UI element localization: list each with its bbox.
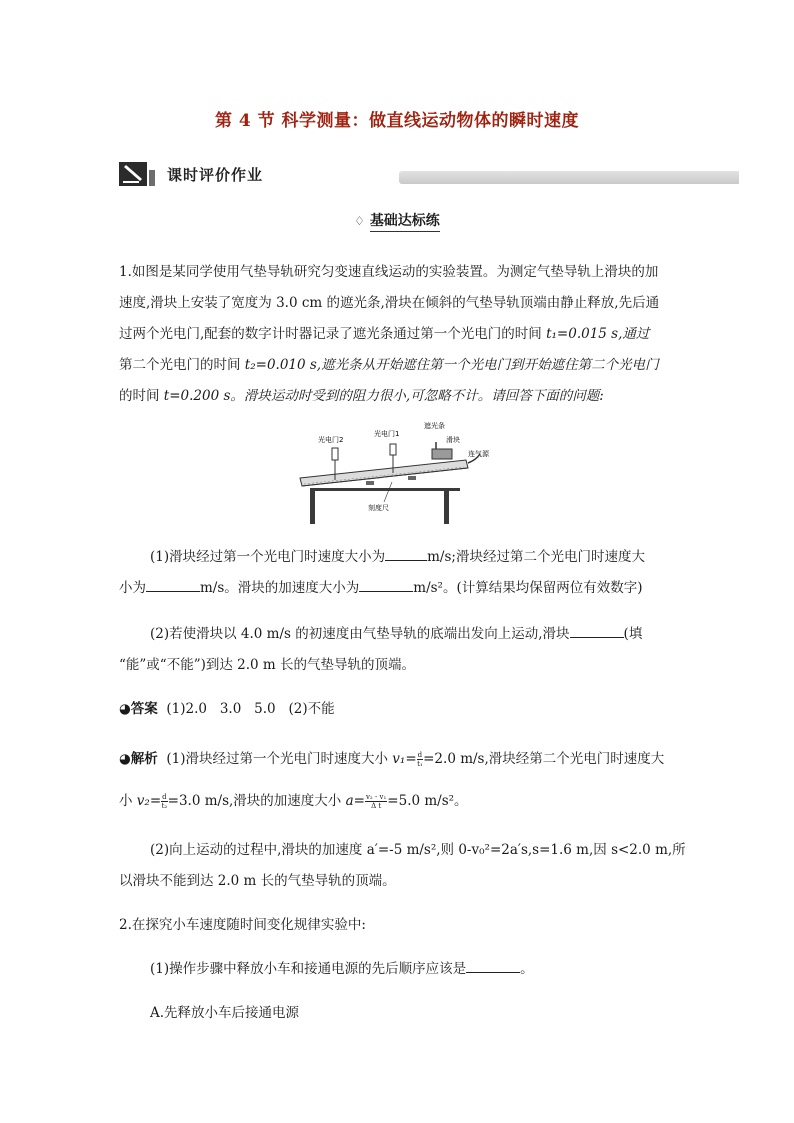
answer-blank-3[interactable]	[359, 579, 413, 592]
q2-part1	[150, 957, 534, 977]
q1-p1c: 小为	[119, 580, 146, 596]
fraction-d-t2-num: d	[162, 793, 167, 801]
q1-line-5	[119, 384, 604, 404]
q2-p1-end: 。	[520, 961, 534, 977]
analysis-v1: v₁=	[392, 751, 417, 767]
analysis-v2: v₂=	[136, 793, 162, 809]
q1-line-4b: t₂=0.010 s,遮光条从开始遮住第一个光电门到开始遮住第二个光电门	[244, 357, 659, 373]
answer-blank-2[interactable]	[146, 579, 200, 592]
answer-line	[119, 697, 335, 717]
q1-part1-line-2	[119, 576, 643, 596]
analysis-2b: =3.0 m/s,滑块的加速度大小	[167, 793, 346, 809]
diamond-icon: ♢	[354, 214, 365, 228]
analysis-1a: (1)滑块经过第一个光电门时速度大小	[157, 751, 393, 767]
q1-p1d: m/s。滑块的加速度大小为	[200, 580, 360, 596]
analysis-line-4: 以滑块不能到达 2.0 m 长的气垫导轨的顶端。	[119, 873, 396, 889]
analysis-1b: =2.0 m/s,滑块经第二个光电门时速度大	[423, 751, 665, 767]
analysis-2c: =5.0 m/s²。	[387, 793, 468, 809]
section-heading-text: 基础达标练	[370, 213, 440, 232]
q1-line-5b: t=0.200 s。滑块运动时受到的阻力很小,可忽略不计。请回答下面的问题:	[163, 388, 604, 404]
banner-bar	[399, 171, 739, 184]
q1-line-1: 1.如图是某同学使用气垫导轨研究匀变速直线运动的实验装置。为测定气垫导轨上滑块的加	[119, 264, 659, 280]
q2-p1: (1)操作步骤中释放小车和接通电源的先后顺序应该是	[150, 961, 467, 977]
analysis-line-2	[119, 789, 468, 810]
section-banner	[119, 162, 739, 188]
answer-text: (1)2.0 3.0 5.0 (2)不能	[157, 701, 335, 717]
q2-line-1: 2.在探究小车速度随时间变化规律实验中:	[119, 917, 366, 933]
q1-part2-line-2: “能”或“不能”)到达 2.0 m 长的气垫导轨的顶端。	[119, 657, 416, 673]
q1-p1e: m/s²。(计算结果均保留两位有效数字)	[413, 580, 643, 596]
answer-tag: 答案	[130, 701, 158, 717]
q1-p2b: (填	[623, 626, 643, 642]
label-air-source: 连气源	[468, 450, 489, 458]
fraction-d-t1-den: t₁	[417, 760, 423, 768]
answer-blank-1[interactable]	[385, 548, 427, 561]
q1-p2a: (2)若使滑块以 4.0 m/s 的初速度由气垫导轨的底端出发向上运动,滑块	[150, 626, 570, 642]
analysis-tag: 解析	[130, 751, 158, 767]
answer-blank-5[interactable]	[466, 960, 520, 973]
label-slider: 滑块	[446, 436, 460, 444]
analysis-bullet-icon: ◕	[119, 751, 131, 767]
banner-accent	[149, 170, 155, 186]
answer-bullet-icon: ◕	[119, 701, 131, 717]
q1-p1a: (1)滑块经过第一个光电门时速度大小为	[150, 549, 386, 565]
q1-p1b: m/s;滑块经过第二个光电门时速度大	[427, 549, 645, 565]
fraction-accel-den: Δ t	[371, 802, 382, 810]
label-gate2: 光电门2	[318, 436, 344, 444]
label-gate1: 光电门1	[374, 430, 400, 438]
fraction-accel	[365, 793, 387, 810]
section-heading	[0, 210, 794, 230]
page-title: 第 4 节 科学测量：做直线运动物体的瞬时速度	[214, 111, 580, 131]
q1-line-3a: 过两个光电门,配套的数字计时器记录了遮光条通过第一个光电门的时间	[119, 326, 547, 342]
q1-line-3	[119, 322, 649, 342]
fraction-d-t2-den: t₂	[161, 802, 168, 810]
q1-line-3b: t₁=0.015 s,通过	[546, 326, 650, 342]
label-ruler: 刻度尺	[368, 504, 389, 512]
q1-line-5a: 的时间	[119, 388, 164, 404]
fraction-d-t1-num: d	[417, 751, 423, 759]
analysis-2a: 小	[119, 793, 137, 809]
analysis-a: a=	[345, 793, 365, 809]
label-strip: 遮光条	[424, 422, 445, 430]
air-track-diagram	[296, 418, 506, 530]
analysis-line-1	[119, 747, 664, 768]
fraction-accel-num: v₂ - v₁	[365, 793, 387, 801]
banner-label: 课时评价作业	[167, 166, 264, 184]
q1-line-4a: 第二个光电门的时间	[119, 357, 245, 373]
q1-part2-line-1	[150, 622, 642, 642]
answer-blank-4[interactable]	[570, 625, 624, 638]
banner-pencil-icon	[119, 162, 147, 186]
analysis-line-3: (2)向上运动的过程中,滑块的加速度 a′=-5 m/s²,则 0-v₀²=2a′s,s=1.6 m,因 s<2.0 m,所	[150, 842, 686, 858]
q2-option-a: A.先释放小车后接通电源	[150, 1005, 300, 1021]
q1-part1-line-1	[150, 545, 645, 565]
q1-line-2: 速度,滑块上安装了宽度为 3.0 cm 的遮光条,滑块在倾斜的气垫导轨顶端由静止释放,先后通	[119, 295, 660, 311]
q1-line-4	[119, 353, 659, 373]
